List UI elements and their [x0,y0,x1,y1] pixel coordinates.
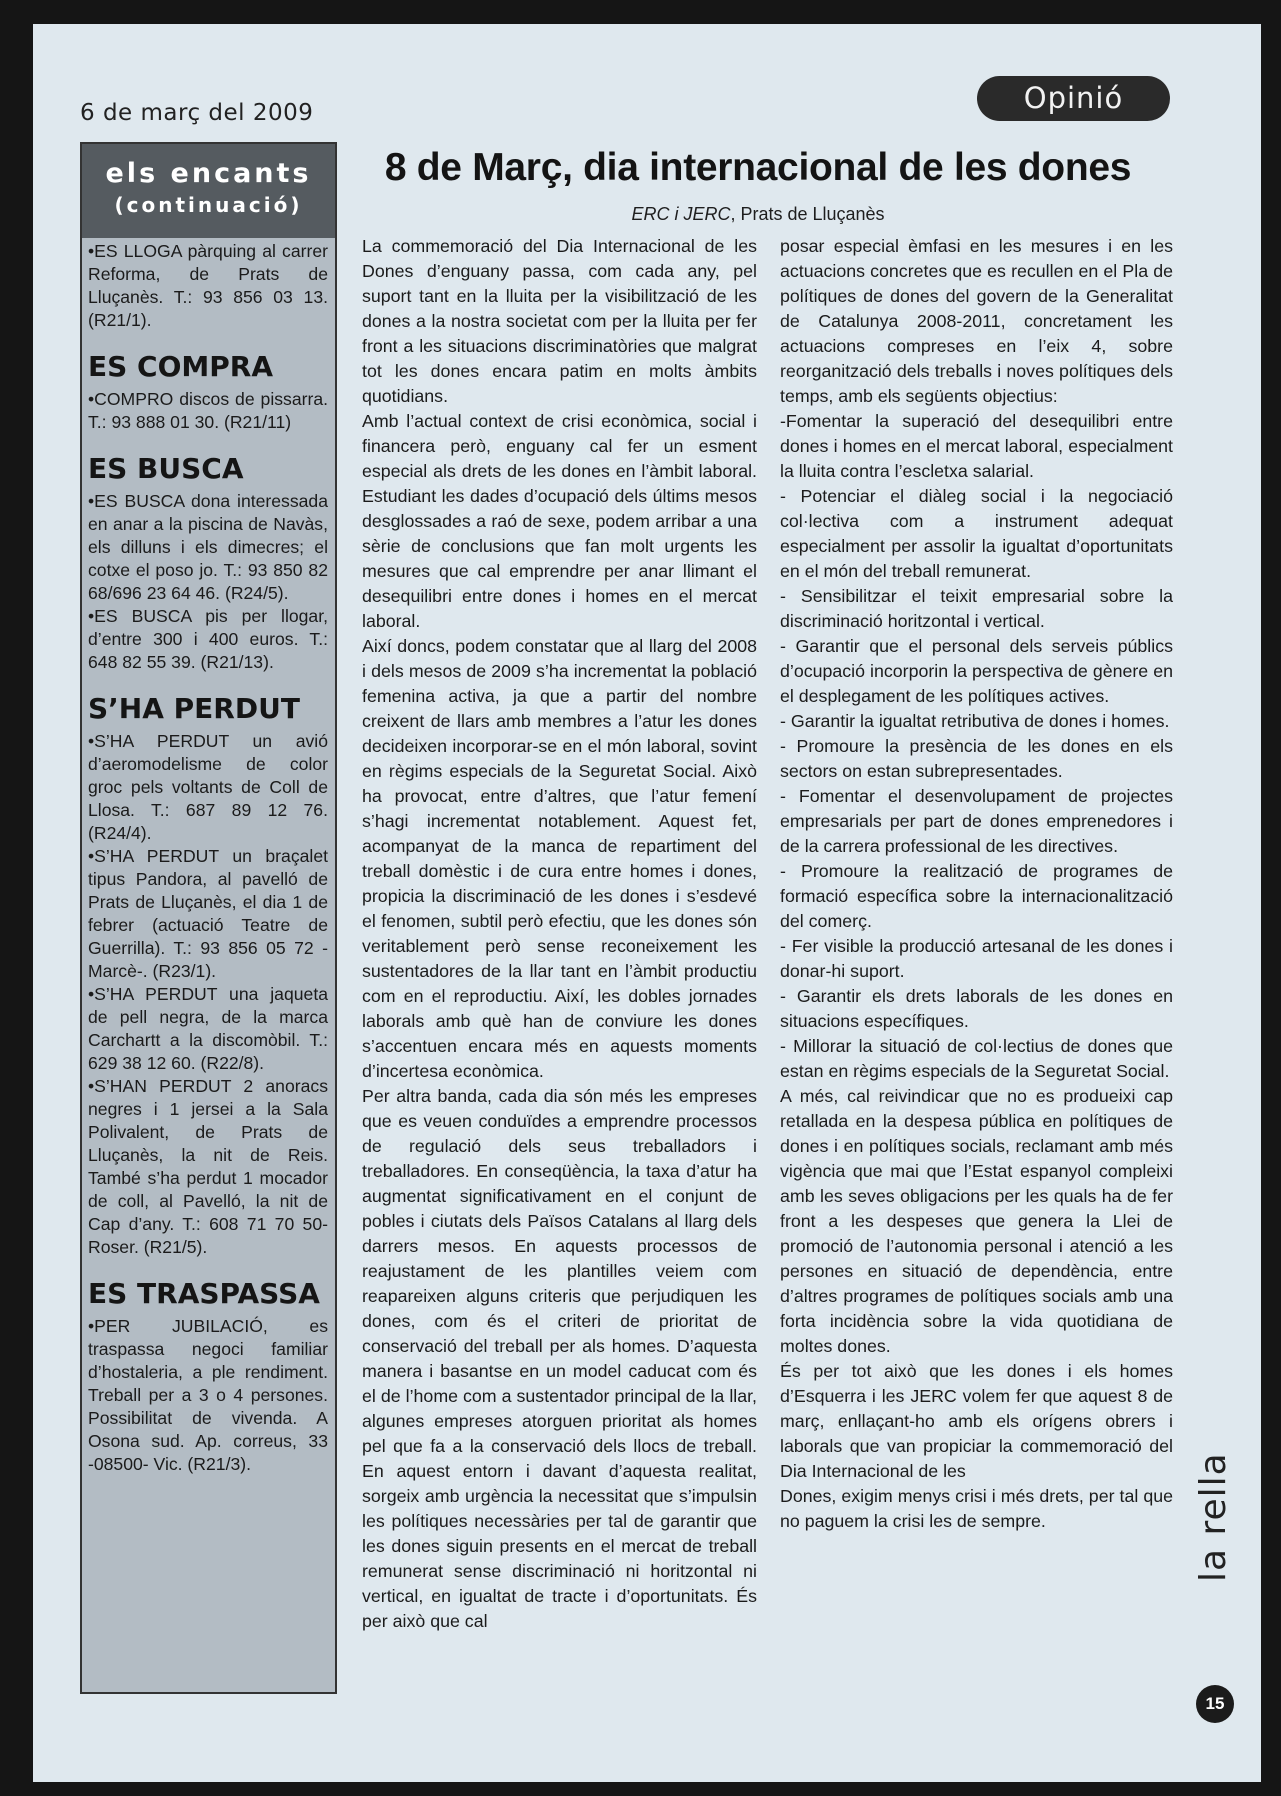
page-number: 15 [1196,1685,1234,1723]
article-paragraph: - Promoure la realització de programes de formació específica sobre la internacionalització del comerç. [780,861,1173,931]
article-column-2 [780,234,1173,1534]
article-paragraph: És per tot això que les dones i els homes d’Esquerra i les JERC volem fer que aquest 8 de març, enllaçant-ho amb els orígens obrers i laborals que van propiciar la commemoració del Dia Internacional de les [780,1361,1173,1481]
classifieds-section-heading: S’HA PERDUT [88,692,300,725]
classified-ad: •S’HA PERDUT una jaqueta de pell negra, de la marca Carchartt a la discomòbil. T.: 629 38 12 60. (R22/8). [88,984,328,1073]
article-paragraph: - Potenciar el diàleg social i la negociació col·lectiva com a instrument adequat especialment per assolir la igualtat d’oportunitats en el món del treball remunerat. [780,486,1173,581]
classified-ad: •ES LLOGA pàrquing al carrer Reforma, de Prats de Lluçanès. T.: 93 856 03 13. (R21/1). [88,241,328,330]
article-paragraph: - Sensibilitzar el teixit empresarial sobre la discriminació horitzontal i vertical. [780,586,1173,631]
classified-ad: •S’HAN PERDUT 2 anoracs negres i 1 jersei a la Sala Polivalent, de Prats de Lluçanès, la nit de Reis. També s’ha perdut 1 mocador de coll, al Pavelló, la nit de Cap d’any. T.: 608 71 70 50-Roser. (R21/5). [88,1076,328,1257]
article-byline [352,204,1164,225]
article-paragraph: - Garantir la igualtat retributiva de dones i homes. [780,711,1170,731]
section-label: Opinió [977,76,1170,121]
article-paragraph: - Garantir que el personal dels serveis públics d’ocupació incorporin la perspectiva de gènere en el desplegament de les polítiques actives. [780,636,1173,706]
article-paragraph: - Fomentar el desenvolupament de projectes empresarials per part de dones emprenedores i de la carrera professional de les directives. [780,786,1173,856]
classifieds-section-heading: ES BUSCA [88,452,244,485]
article-paragraph: La commemoració del Dia Internacional de les Dones d’enguany passa, com cada any, pel suport tant en la lluita per la visibilització de les dones a la nostra societat com per la lluita per fer front a les situacions discriminatòries que malgrat tot les dones encara patim en molts àmbits quotidians. [362,236,757,406]
classified-ad: •S’HA PERDUT un braçalet tipus Pandora, al pavelló de Prats de Lluçanès, el dia 1 de febrer (actuació Teatre de Guerrilla). T.: 93 856 05 72 -Marcè-. (R23/1). [88,846,328,981]
article-paragraph: posar especial èmfasi en les mesures i en les actuacions concretes que es recullen en el Pla de polítiques de dones del govern de la Generalitat de Catalunya 2008-2011, concretament les actuacions compreses en l’eix 4, sobre reorganització dels treballs i noves polítiques dels temps, amb els següents objectius: [780,236,1173,406]
article-paragraph: A més, cal reivindicar que no es produeixi cap retallada en la despesa pública en polítiques de dones i en polítiques socials, reclamant amb més vigència que mai que l’Estat espanyol compleixi amb les seves obligacions per les quals ha de fer front a les despeses que genera la Llei de promoció de l’autonomia personal i atenció a les persones en situació de dependència, entre d’altres programes de polítiques socials amb una forta incidència sobre la vida quotidiana de moltes dones. [780,1086,1173,1356]
article-headline: 8 de Març, dia internacional de les dones [384,146,1132,189]
classified-ad: •ES BUSCA dona interessada en anar a la piscina de Navàs, els dilluns i els dimecres; el cotxe el poso jo. T.: 93 850 82 68/696 23 64 46. (R24/5). [88,491,328,603]
classifieds-title: els encants [105,158,312,189]
article-paragraph: - Fer visible la producció artesanal de les dones i donar-hi suport. [780,936,1173,981]
classifieds-header [82,144,335,238]
byline-authors: ERC i JERC [631,204,731,224]
classified-ad: •ES BUSCA pis per llogar, d’entre 300 i 400 euros. T.: 648 82 55 39. (R21/13). [88,606,328,672]
article-paragraph: -Fomentar la superació del desequilibri entre dones i homes en el mercat laboral, especialment la lluita contra l’escletxa salarial. [780,411,1173,481]
article-paragraph: Així doncs, podem constatar que al llarg del 2008 i dels mesos de 2009 s’ha incrementat la població femenina activa, ja que a partir del nombre creixent de llars amb membres a l’atur les dones decideixen incorporar-se en el món laboral, sovint en règims especials de la Seguretat Social. Això ha provocat, entre d’altres, que l’atur femení s’hagi incrementat notablement. Aquest fet, acompanyat de la manca de repartiment del treball domèstic i de cura entre homes i dones, propicia la discriminació de les dones i s’esdevé el fenomen, subtil però efectiu, que les dones són veritablement però sense reconeixement les sustentadores de la llar tant en l’àmbit productiu com en el reproductiu. Així, les dobles jornades laborals amb què han de conviure les dones s’accentuen encara més en aquests moments d’incertesa econòmica. [362,636,757,1081]
issue-date: 6 de març del 2009 [80,100,314,126]
classified-ad: •COMPRO discos de pissarra. T.: 93 888 01 30. (R21/11) [88,389,328,432]
classifieds-section-heading: ES TRASPASSA [88,1277,320,1310]
classifieds-subtitle: (continuació) [114,193,303,217]
classified-ad: •S’HA PERDUT un avió d’aeromodelisme de color groc pels voltants de Coll de Llosa. T.: 687 89 12 76. (R24/4). [88,731,328,843]
article-paragraph: Per altra banda, cada dia són més les empreses que es veuen conduïdes a emprendre processos de regulació dels seus treballadors i treballadores. En conseqüència, la taxa d’atur ha augmentat significativament en el conjunt de pobles i ciutats dels Països Catalans al llarg dels darrers mesos. En aquests processos de reajustament de les plantilles veiem com reapareixen alguns criteris que perjudiquen les dones, com és el criteri de prioritat de conservació del treball per als homes. D’aquesta manera i basantse en un model caducat com és el de l’home com a sustentador principal de la llar, algunes empreses atorguen prioritat als homes pel que fa a la conservació dels llocs de treball. En aquest entorn i davant d’aquesta realitat, sorgeix amb urgència la necessitat que s’impulsin les polítiques necessàries per tal de garantir que les dones siguin presents en el mercat de treball remunerat sense discriminació ni horitzontal ni vertical, en igualtat de tracte i d’oportunitats. És per això que cal [362,1086,757,1631]
article-paragraph: - Garantir els drets laborals de les dones en situacions específiques. [780,986,1173,1031]
publication-logo: la rella [1193,1452,1234,1582]
classifieds-sidebar [80,142,337,1694]
article-paragraph: - Millorar la situació de col·lectius de dones que estan en règims especials de la Seguretat Social. [780,1036,1173,1081]
classifieds-section-heading: ES COMPRA [88,350,274,383]
classified-ad: •PER JUBILACIÓ, es traspassa negoci familiar d’hostaleria, a ple rendiment. Treball per a 3 o 4 persones. Possibilitat de vivenda. A Osona sud. Ap. correus, 33 -08500- Vic. (R21/3). [88,1316,328,1474]
byline-place: , Prats de Lluçanès [730,204,885,224]
classifieds-body [82,238,335,1476]
article-paragraph: Dones, exigim menys crisi i més drets, per tal que no paguem la crisi les de sempre. [780,1486,1173,1531]
article-column-1 [362,234,757,1634]
article-paragraph: - Promoure la presència de les dones en els sectors on estan subrepresentades. [780,736,1173,781]
article-paragraph: Amb l’actual context de crisi econòmica, social i financera però, enguany cal fer un esment especial als drets de les dones en l’àmbit laboral. Estudiant les dades d’ocupació dels últims mesos desglossades a raó de sexe, podem arribar a una sèrie de conclusions que fan molt urgents les mesures que cal emprendre per anar llimant el desequilibri entre dones i homes en el mercat laboral. [362,411,757,631]
